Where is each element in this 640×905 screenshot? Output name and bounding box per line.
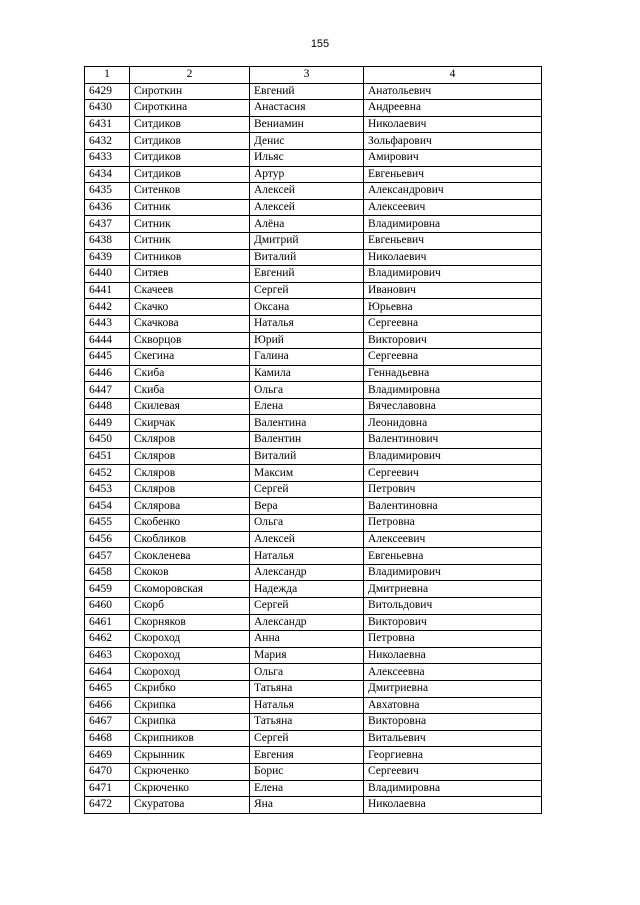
cell-surname: Скиба: [130, 382, 250, 399]
cell-first-name: Анастасия: [250, 100, 364, 117]
cell-patronymic: Николаевич: [364, 116, 542, 133]
cell-number: 6453: [85, 481, 130, 498]
header-cell-number: 1: [85, 67, 130, 84]
cell-patronymic: Георгиевна: [364, 747, 542, 764]
cell-patronymic: Евгеньевич: [364, 232, 542, 249]
table-row: [85, 166, 542, 183]
table-row: [85, 199, 542, 216]
cell-surname: Сироткин: [130, 83, 250, 100]
cell-number: 6447: [85, 382, 130, 399]
cell-number: 6438: [85, 232, 130, 249]
cell-patronymic: Викторович: [364, 614, 542, 631]
cell-number: 6460: [85, 598, 130, 615]
cell-patronymic: Амирович: [364, 149, 542, 166]
cell-first-name: Вера: [250, 498, 364, 515]
cell-number: 6454: [85, 498, 130, 515]
name-list-table: [84, 66, 542, 814]
cell-first-name: Валентин: [250, 432, 364, 449]
table-row: [85, 216, 542, 233]
cell-patronymic: Дмитриевна: [364, 680, 542, 697]
table-row: [85, 780, 542, 797]
cell-number: 6461: [85, 614, 130, 631]
table-row: [85, 133, 542, 150]
cell-patronymic: Алексеевич: [364, 199, 542, 216]
cell-surname: Скоморовская: [130, 581, 250, 598]
page-number: 155: [310, 38, 330, 50]
cell-surname: Скороход: [130, 631, 250, 648]
cell-patronymic: Владимировна: [364, 780, 542, 797]
cell-number: 6433: [85, 149, 130, 166]
cell-number: 6446: [85, 365, 130, 382]
cell-first-name: Евгения: [250, 747, 364, 764]
cell-number: 6463: [85, 647, 130, 664]
cell-patronymic: Викторович: [364, 332, 542, 349]
cell-number: 6467: [85, 714, 130, 731]
cell-patronymic: Александрович: [364, 183, 542, 200]
table-row: [85, 465, 542, 482]
cell-surname: Ситник: [130, 232, 250, 249]
cell-patronymic: Сергеевна: [364, 349, 542, 366]
cell-patronymic: Сергеевич: [364, 763, 542, 780]
cell-first-name: Денис: [250, 133, 364, 150]
cell-surname: Скороход: [130, 664, 250, 681]
cell-first-name: Борис: [250, 763, 364, 780]
cell-number: 6440: [85, 266, 130, 283]
table-row: [85, 697, 542, 714]
table-row: [85, 365, 542, 382]
cell-first-name: Артур: [250, 166, 364, 183]
table-row: [85, 382, 542, 399]
cell-number: 6444: [85, 332, 130, 349]
cell-surname: Скегина: [130, 349, 250, 366]
cell-patronymic: Витальевич: [364, 730, 542, 747]
table-header: [85, 67, 542, 84]
cell-patronymic: Владимирович: [364, 564, 542, 581]
cell-surname: Скрюченко: [130, 780, 250, 797]
cell-patronymic: Юрьевна: [364, 299, 542, 316]
cell-surname: Скороход: [130, 647, 250, 664]
cell-number: 6468: [85, 730, 130, 747]
cell-patronymic: Валентиновна: [364, 498, 542, 515]
cell-patronymic: Вячеславовна: [364, 398, 542, 415]
cell-number: 6448: [85, 398, 130, 415]
cell-number: 6458: [85, 564, 130, 581]
table-row: [85, 432, 542, 449]
cell-surname: Скачкова: [130, 315, 250, 332]
cell-patronymic: Владимирович: [364, 266, 542, 283]
cell-number: 6430: [85, 100, 130, 117]
cell-number: 6465: [85, 680, 130, 697]
table-row: [85, 730, 542, 747]
cell-first-name: Наталья: [250, 315, 364, 332]
cell-patronymic: Владимирович: [364, 448, 542, 465]
cell-patronymic: Николаевич: [364, 249, 542, 266]
table-row: [85, 598, 542, 615]
cell-surname: Ситник: [130, 199, 250, 216]
cell-patronymic: Сергеевич: [364, 465, 542, 482]
cell-number: 6429: [85, 83, 130, 100]
cell-number: 6459: [85, 581, 130, 598]
table-row: [85, 564, 542, 581]
cell-surname: Скрибко: [130, 680, 250, 697]
table-row: [85, 398, 542, 415]
cell-patronymic: Зольфарович: [364, 133, 542, 150]
cell-first-name: Алексей: [250, 199, 364, 216]
cell-patronymic: Витольдович: [364, 598, 542, 615]
cell-patronymic: Николаевна: [364, 647, 542, 664]
table-row: [85, 183, 542, 200]
cell-number: 6462: [85, 631, 130, 648]
table-row: [85, 83, 542, 100]
table-row: [85, 315, 542, 332]
cell-patronymic: Викторовна: [364, 714, 542, 731]
table-row: [85, 614, 542, 631]
cell-first-name: Александр: [250, 614, 364, 631]
cell-number: 6450: [85, 432, 130, 449]
cell-surname: Скиба: [130, 365, 250, 382]
table-row: [85, 747, 542, 764]
table-row: [85, 581, 542, 598]
cell-surname: Скуратова: [130, 797, 250, 814]
cell-surname: Скобликов: [130, 531, 250, 548]
cell-first-name: Ольга: [250, 515, 364, 532]
cell-first-name: Сергей: [250, 282, 364, 299]
cell-first-name: Ольга: [250, 664, 364, 681]
cell-patronymic: Валентинович: [364, 432, 542, 449]
cell-first-name: Ильяс: [250, 149, 364, 166]
cell-patronymic: Анатольевич: [364, 83, 542, 100]
cell-first-name: Алёна: [250, 216, 364, 233]
cell-first-name: Дмитрий: [250, 232, 364, 249]
cell-number: 6469: [85, 747, 130, 764]
table-row: [85, 481, 542, 498]
cell-first-name: Ольга: [250, 382, 364, 399]
cell-first-name: Камила: [250, 365, 364, 382]
table-body: [85, 83, 542, 813]
header-cell-surname: 2: [130, 67, 250, 84]
cell-surname: Скачко: [130, 299, 250, 316]
cell-patronymic: Алексеевич: [364, 531, 542, 548]
cell-surname: Ситник: [130, 216, 250, 233]
cell-surname: Скляров: [130, 448, 250, 465]
cell-surname: Скилевая: [130, 398, 250, 415]
cell-patronymic: Евгеньевна: [364, 548, 542, 565]
cell-number: 6442: [85, 299, 130, 316]
table-row: [85, 332, 542, 349]
cell-first-name: Мария: [250, 647, 364, 664]
cell-first-name: Елена: [250, 398, 364, 415]
cell-surname: Скорняков: [130, 614, 250, 631]
cell-number: 6456: [85, 531, 130, 548]
table-row: [85, 232, 542, 249]
table-row: [85, 349, 542, 366]
table-row: [85, 680, 542, 697]
cell-first-name: Яна: [250, 797, 364, 814]
cell-patronymic: Владимировна: [364, 216, 542, 233]
cell-first-name: Сергей: [250, 598, 364, 615]
cell-number: 6435: [85, 183, 130, 200]
header-cell-first-name: 3: [250, 67, 364, 84]
cell-number: 6455: [85, 515, 130, 532]
cell-patronymic: Петровна: [364, 515, 542, 532]
cell-patronymic: Петровна: [364, 631, 542, 648]
cell-number: 6470: [85, 763, 130, 780]
table-row: [85, 763, 542, 780]
cell-patronymic: Сергеевна: [364, 315, 542, 332]
header-cell-patronymic: 4: [364, 67, 542, 84]
cell-surname: Ситников: [130, 249, 250, 266]
cell-number: 6431: [85, 116, 130, 133]
cell-surname: Ситдиков: [130, 116, 250, 133]
table-row: [85, 797, 542, 814]
cell-patronymic: Евгеньевич: [364, 166, 542, 183]
cell-patronymic: Геннадьевна: [364, 365, 542, 382]
table-row: [85, 714, 542, 731]
cell-surname: Скворцов: [130, 332, 250, 349]
cell-surname: Скляров: [130, 465, 250, 482]
cell-first-name: Евгений: [250, 83, 364, 100]
cell-first-name: Юрий: [250, 332, 364, 349]
cell-surname: Скорб: [130, 598, 250, 615]
cell-number: 6472: [85, 797, 130, 814]
cell-first-name: Алексей: [250, 531, 364, 548]
table-row: [85, 415, 542, 432]
table-row: [85, 249, 542, 266]
cell-first-name: Елена: [250, 780, 364, 797]
table-row: [85, 299, 542, 316]
table-row: [85, 531, 542, 548]
cell-surname: Склярова: [130, 498, 250, 515]
cell-number: 6471: [85, 780, 130, 797]
cell-patronymic: Дмитриевна: [364, 581, 542, 598]
cell-first-name: Галина: [250, 349, 364, 366]
cell-first-name: Виталий: [250, 249, 364, 266]
table-row: [85, 266, 542, 283]
cell-first-name: Сергей: [250, 481, 364, 498]
cell-patronymic: Алексеевна: [364, 664, 542, 681]
cell-number: 6451: [85, 448, 130, 465]
cell-first-name: Сергей: [250, 730, 364, 747]
cell-surname: Ситдиков: [130, 133, 250, 150]
cell-number: 6464: [85, 664, 130, 681]
table-row: [85, 664, 542, 681]
cell-number: 6445: [85, 349, 130, 366]
table-row: [85, 149, 542, 166]
cell-first-name: Оксана: [250, 299, 364, 316]
cell-number: 6437: [85, 216, 130, 233]
cell-number: 6436: [85, 199, 130, 216]
cell-surname: Скрипников: [130, 730, 250, 747]
cell-surname: Скрюченко: [130, 763, 250, 780]
cell-surname: Ситяев: [130, 266, 250, 283]
cell-surname: Ситенков: [130, 183, 250, 200]
cell-first-name: Наталья: [250, 697, 364, 714]
cell-first-name: Наталья: [250, 548, 364, 565]
cell-number: 6466: [85, 697, 130, 714]
cell-number: 6434: [85, 166, 130, 183]
table-row: [85, 647, 542, 664]
cell-first-name: Алексей: [250, 183, 364, 200]
cell-first-name: Валентина: [250, 415, 364, 432]
cell-number: 6449: [85, 415, 130, 432]
cell-number: 6457: [85, 548, 130, 565]
cell-number: 6443: [85, 315, 130, 332]
cell-number: 6432: [85, 133, 130, 150]
cell-surname: Скрипка: [130, 697, 250, 714]
cell-surname: Ситдиков: [130, 149, 250, 166]
cell-surname: Ситдиков: [130, 166, 250, 183]
cell-patronymic: Николаевна: [364, 797, 542, 814]
table-row: [85, 448, 542, 465]
cell-surname: Скляров: [130, 481, 250, 498]
cell-number: 6439: [85, 249, 130, 266]
cell-surname: Скокленева: [130, 548, 250, 565]
cell-first-name: Анна: [250, 631, 364, 648]
cell-first-name: Александр: [250, 564, 364, 581]
table-row: [85, 282, 542, 299]
cell-first-name: Евгений: [250, 266, 364, 283]
cell-patronymic: Петрович: [364, 481, 542, 498]
cell-patronymic: Авхатовна: [364, 697, 542, 714]
table-row: [85, 515, 542, 532]
cell-surname: Скобенко: [130, 515, 250, 532]
cell-patronymic: Леонидовна: [364, 415, 542, 432]
table-row: [85, 100, 542, 117]
header-row: [85, 67, 542, 84]
cell-patronymic: Андреевна: [364, 100, 542, 117]
cell-surname: Скрынник: [130, 747, 250, 764]
cell-surname: Скоков: [130, 564, 250, 581]
cell-first-name: Вениамин: [250, 116, 364, 133]
cell-first-name: Виталий: [250, 448, 364, 465]
cell-number: 6452: [85, 465, 130, 482]
cell-first-name: Максим: [250, 465, 364, 482]
cell-surname: Сироткина: [130, 100, 250, 117]
table-row: [85, 498, 542, 515]
cell-patronymic: Владимировна: [364, 382, 542, 399]
cell-surname: Скрипка: [130, 714, 250, 731]
cell-surname: Скляров: [130, 432, 250, 449]
cell-surname: Скирчак: [130, 415, 250, 432]
table-row: [85, 548, 542, 565]
cell-first-name: Надежда: [250, 581, 364, 598]
table-row: [85, 631, 542, 648]
cell-number: 6441: [85, 282, 130, 299]
cell-surname: Скачеев: [130, 282, 250, 299]
cell-first-name: Татьяна: [250, 680, 364, 697]
cell-patronymic: Иванович: [364, 282, 542, 299]
cell-first-name: Татьяна: [250, 714, 364, 731]
table-row: [85, 116, 542, 133]
